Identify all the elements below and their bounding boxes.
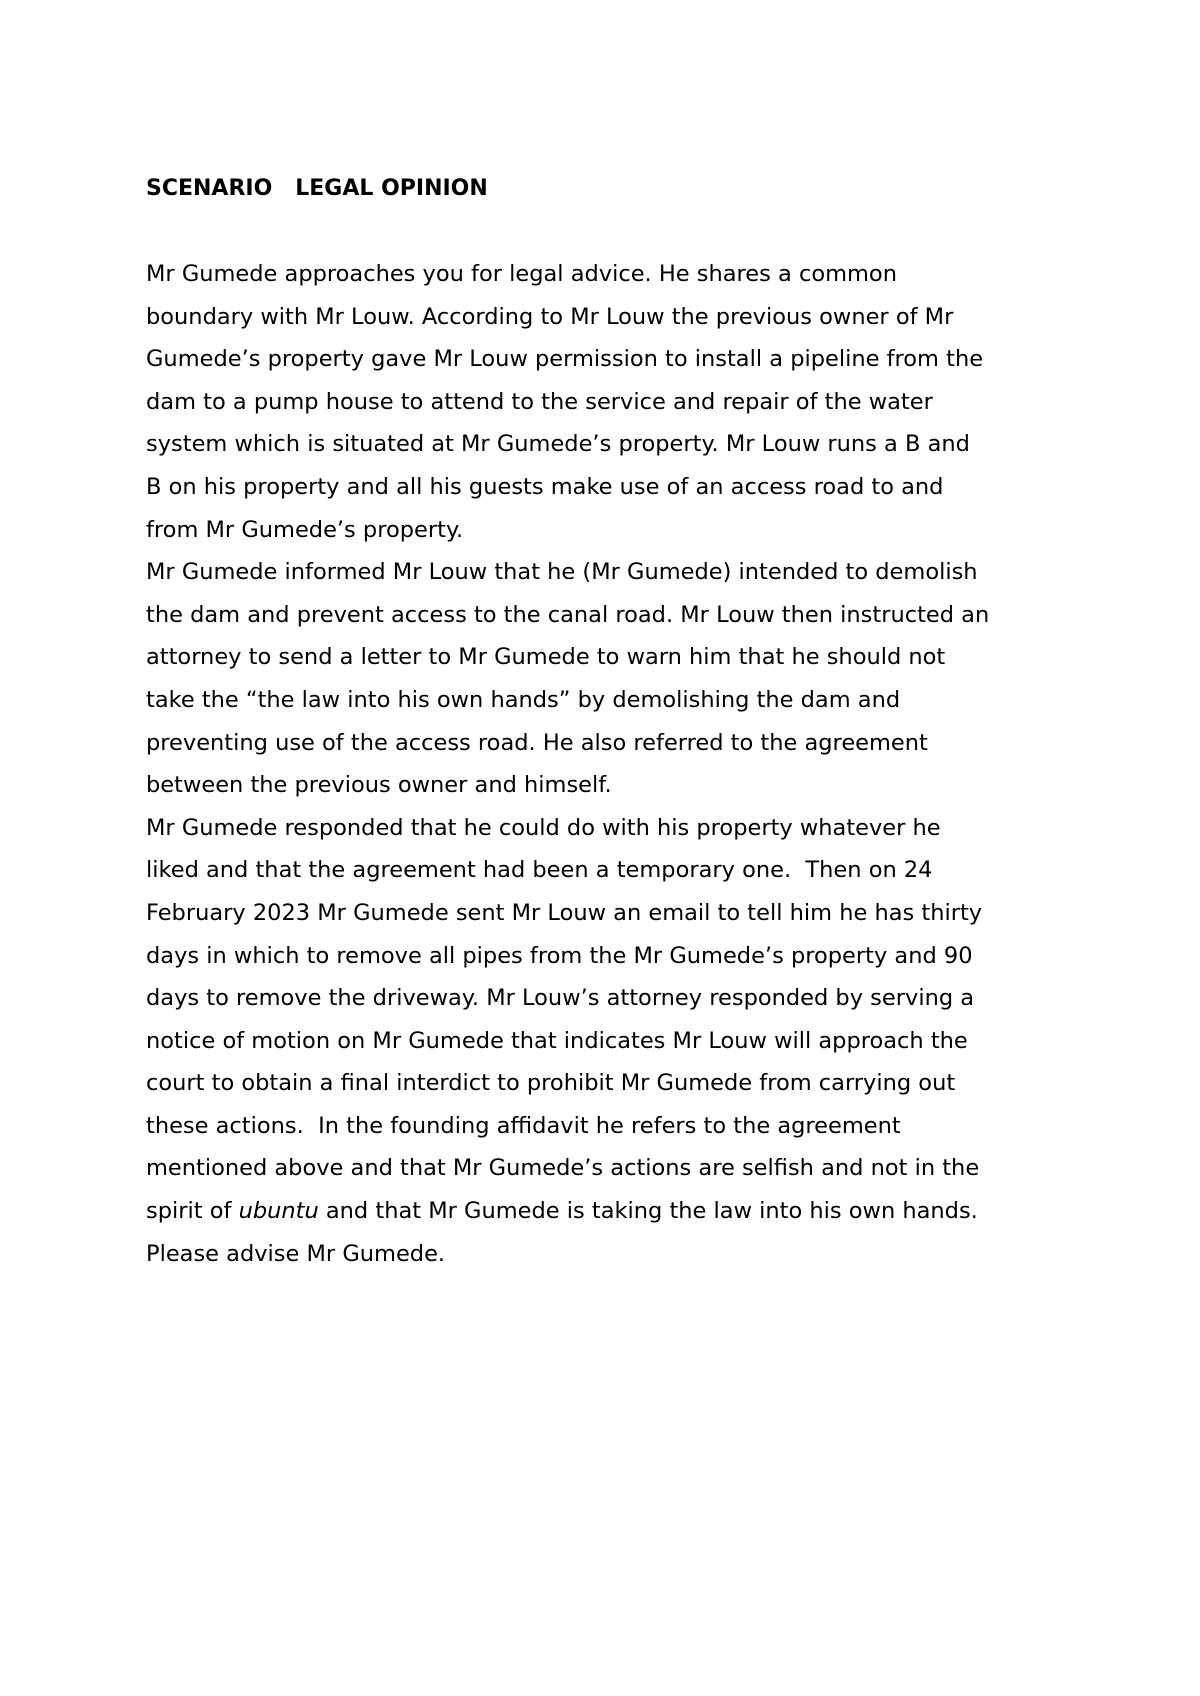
ubuntu-line-before: spirit of bbox=[146, 1198, 239, 1225]
text-line: take the “the law into his own hands” by demolishing the dam and bbox=[146, 686, 901, 713]
text-line: boundary with Mr Louw. According to Mr Louw the previous owner of Mr bbox=[146, 303, 954, 330]
text-line: mentioned above and that Mr Gumede’s actions are selfish and not in the bbox=[146, 1155, 980, 1182]
text-line: dam to a pump house to attend to the service and repair of the water bbox=[146, 388, 933, 415]
text-line: notice of motion on Mr Gumede that indicates Mr Louw will approach the bbox=[146, 1027, 968, 1054]
text-line: between the previous owner and himself. bbox=[146, 772, 612, 799]
text-line: B on his property and all his guests make use of an access road to and bbox=[146, 473, 944, 500]
ubuntu-line bbox=[146, 1190, 1086, 1233]
text-line: liked and that the agreement had been a temporary one. Then on 24 bbox=[146, 857, 933, 884]
text-line: Mr Gumede informed Mr Louw that he (Mr Gumede) intended to demolish bbox=[146, 559, 978, 586]
paragraph-3 bbox=[146, 807, 1086, 1276]
paragraph-2 bbox=[146, 551, 1086, 807]
ubuntu-line-after: and that Mr Gumede is taking the law into his own hands. bbox=[318, 1198, 978, 1225]
heading-spacer bbox=[146, 210, 1086, 253]
document-body bbox=[146, 168, 1086, 1275]
text-line: Mr Gumede responded that he could do with his property whatever he bbox=[146, 814, 941, 841]
text-line: attorney to send a letter to Mr Gumede to warn him that he should not bbox=[146, 644, 946, 671]
paragraph-1 bbox=[146, 253, 1086, 551]
text-line: from Mr Gumede’s property. bbox=[146, 516, 464, 543]
text-line: Mr Gumede approaches you for legal advice. He shares a common bbox=[146, 261, 897, 287]
text-line: the dam and prevent access to the canal road. Mr Louw then instructed an bbox=[146, 601, 990, 628]
text-line: system which is situated at Mr Gumede’s property. Mr Louw runs a B and bbox=[146, 431, 970, 458]
document-heading: SCENARIO LEGAL OPINION bbox=[146, 176, 488, 201]
closing-line: Please advise Mr Gumede. bbox=[146, 1240, 446, 1267]
text-line: days to remove the driveway. Mr Louw’s attorney responded by serving a bbox=[146, 985, 975, 1012]
text-line: these actions. In the founding affidavit he refers to the agreement bbox=[146, 1112, 901, 1139]
text-line: February 2023 Mr Gumede sent Mr Louw an email to tell him he has thirty bbox=[146, 899, 983, 926]
ubuntu-term: ubuntu bbox=[238, 1198, 319, 1225]
text-line: preventing use of the access road. He also referred to the agreement bbox=[146, 729, 928, 756]
text-line: days in which to remove all pipes from the Mr Gumede’s property and 90 bbox=[146, 942, 973, 969]
text-line: Gumede’s property gave Mr Louw permission to install a pipeline from the bbox=[146, 346, 984, 373]
text-line: court to obtain a final interdict to prohibit Mr Gumede from carrying out bbox=[146, 1070, 956, 1097]
